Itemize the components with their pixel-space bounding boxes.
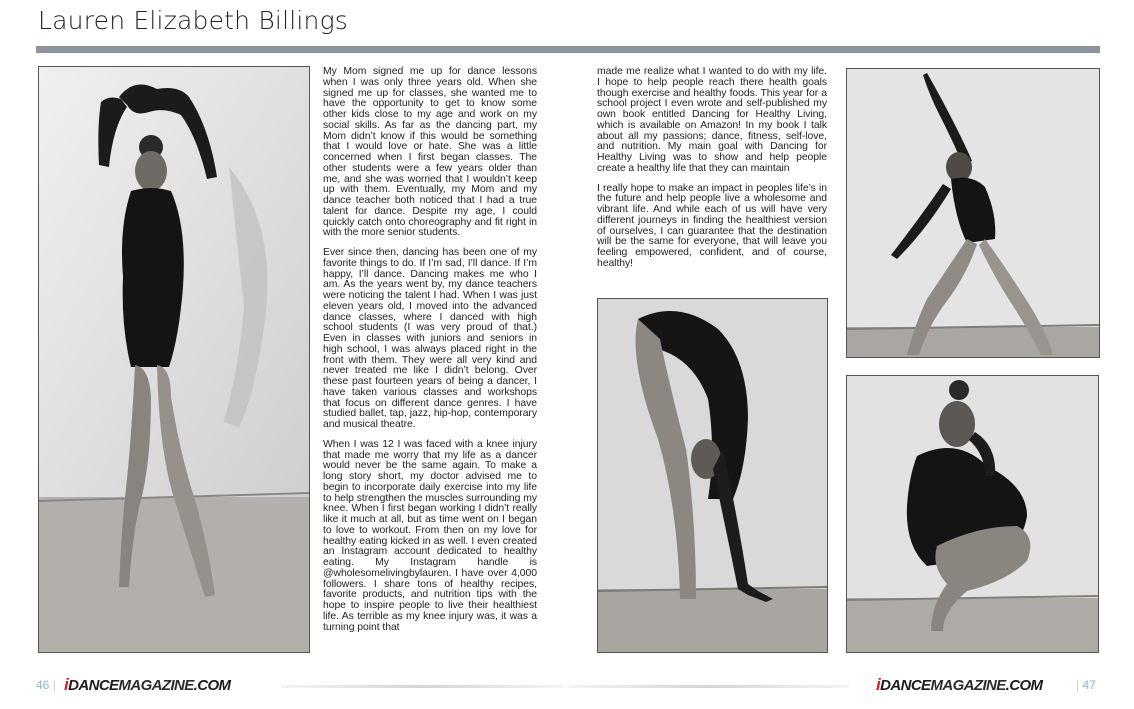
footer-divider-left xyxy=(282,685,564,688)
logo-dance: DANCE xyxy=(880,677,931,694)
paragraph: When I was 12 I was faced with a knee injury that made me worry that my life as a dancer would never be the same again. To make a long story short, my doctor advised me to begin to incorporate daily exercise into my life to help strengthen the muscles surrounding my knee. When I first began working I didn’t really like it much at all, but as time went on I began to love to workout. From then on my love for healthy eating kicked in as well. I even created an Instagram account dedicated to healthy eating. My Instagram handle is @wholesomelivingbylauren. I have over 4,000 followers. I share tons of healthy recipes, favorite products, and nutrition tips with the hope to inspire people to live their healthiest life. As terrible as my knee injury was, it was a turning point that xyxy=(323,438,537,633)
title-divider xyxy=(36,46,1100,53)
paragraph: made me realize what I wanted to do with my life. I hope to help people reach there health goals though exercise and healthy foods. This year for a school project I even wrote and self-published my own book entitled Dancing for Healthy Living, which is available on Amazon! In my book I talk about all my passions; dance, fitness, self-love, and nutrition. My main goal with Dancing for Healthy Living was to show and help people create a healthy life that they can maintain xyxy=(597,66,827,174)
logo-magazine: MAGAZINE xyxy=(118,677,194,694)
footer-divider-right xyxy=(567,685,849,688)
left-page-number: 46 | xyxy=(36,678,56,692)
logo-magazine: MAGAZINE xyxy=(930,677,1006,694)
dancer-crouch-smile-photo xyxy=(846,375,1099,653)
paragraph: My Mom signed me up for dance lessons when I was only three years old. When she signed me up for classes, she wanted me to have the opportunity to get to know some other kids close to my age and work on my social skills. As far as the dancing part, my Mom didn’t know if this would be something that I would love or hate. She was a little concerned when I first began classes. The other students were a few years older than me, and she was worried that I wouldn’t keep up with them. Eventually, my Mom and my dance teacher both noticed that I had a true talent for dance. Despite my age, I could quickly catch onto choreography and fit right in with the more senior students. xyxy=(323,66,537,239)
paragraph: I really hope to make an impact in peoples life’s in the future and help people live a wholesome and vibrant life. And while each of us will have very different journeys in finding the healthiest version of ourselves, I can guarantee that the destination will be the same for everyone, that will leave you feeling empowered, confident, and of course, healthy! xyxy=(597,182,827,269)
logo-i: i xyxy=(64,675,69,694)
dancer-forward-fold-photo xyxy=(597,298,828,653)
article-column-2 xyxy=(597,67,827,279)
logo-i: i xyxy=(876,675,881,694)
logo-com: .COM xyxy=(193,677,231,694)
dancer-lunge-reach-photo xyxy=(846,68,1100,358)
article-title: Lauren Elizabeth Billings xyxy=(38,6,348,35)
logo-dance: DANCE xyxy=(68,677,119,694)
magazine-logo-right xyxy=(876,675,1042,695)
paragraph: Ever since then, dancing has been one of my favorite things to do. If I’m sad, I’ll dance. If I’m happy, I’ll dance. Dancing makes me who I am. As the years went by, my dance teachers were noticing the talent I had. When I was just eleven years old, I moved into the advanced dance classes, where I danced with high school students (I was very proud of that.) Even in classes with juniors and seniors in high school, I was always placed right in the front with them. They were all very kind and never treated me like I didn’t belong. Over these past fourteen years of being a dancer, I have taken various classes and workshops that focus on different dance genres. I have studied ballet, tap, jazz, hip-hop, contemporary and musical theatre. xyxy=(323,247,537,430)
logo-com: .COM xyxy=(1005,677,1043,694)
right-page-number: | 47 xyxy=(1076,678,1096,692)
magazine-logo-left xyxy=(64,675,230,695)
article-column-1 xyxy=(323,67,537,642)
dancer-arms-raised-photo xyxy=(38,66,310,653)
